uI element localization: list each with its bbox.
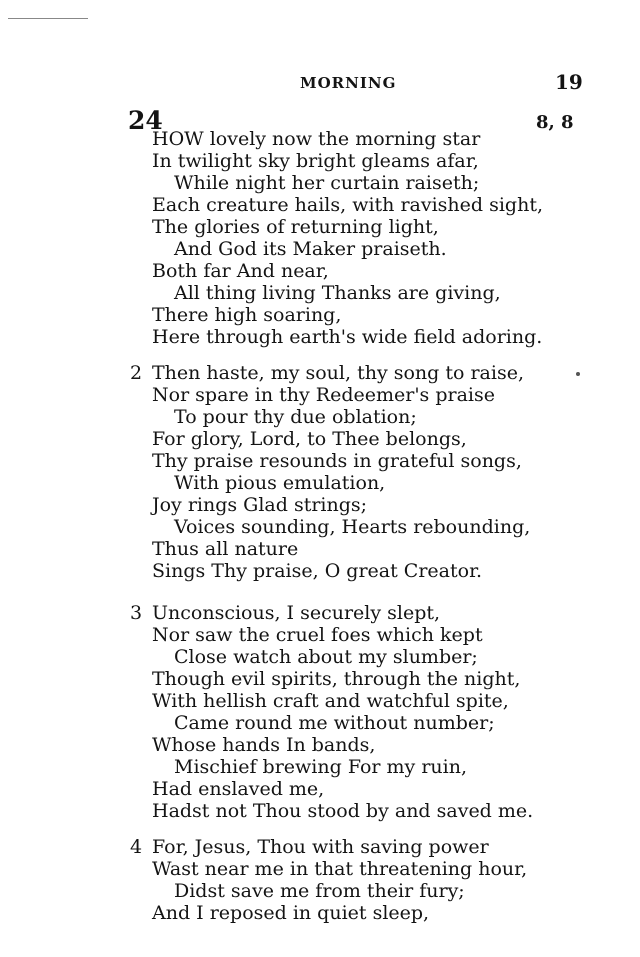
stanza-1-line-7: Both far And near, [152, 260, 329, 282]
stanza-1-line-2: In twilight sky bright gleams afar, [152, 150, 479, 172]
stanza-2-number: 2 [130, 362, 143, 384]
stanza-3-line-10: Hadst not Thou stood by and saved me. [152, 800, 534, 822]
running-header-title: MORNING [300, 74, 397, 92]
stanza-3-line-4: Though evil spirits, through the night, [152, 668, 521, 690]
stanza-4-line-1: For, Jesus, Thou with saving power [152, 836, 489, 858]
stanza-3-line-9: Had enslaved me, [152, 778, 325, 800]
stanza-4-number: 4 [130, 836, 143, 858]
stanza-2-line-10: Sings Thy praise, O great Creator. [152, 560, 483, 582]
stanza-3-line-6: Came round me without number; [174, 712, 495, 734]
stanza-4-line-4: And I reposed in quiet sleep, [152, 902, 430, 924]
stanza-1-line-5: The glories of returning light, [152, 216, 439, 238]
stanza-1-line-9: There high soaring, [152, 304, 342, 326]
stanza-1-line-6: And God its Maker praiseth. [174, 238, 447, 260]
stanza-1-line-4: Each creature hails, with ravished sight, [152, 194, 544, 216]
scan-speck [576, 372, 580, 376]
hymn-number: 24 [128, 106, 163, 135]
stanza-2-line-2: Nor spare in thy Redeemer's praise [152, 384, 495, 406]
hymn-meter: 8, 8 [536, 112, 574, 133]
stanza-4-line-2: Wast near me in that threatening hour, [152, 858, 528, 880]
stanza-2-line-3: To pour thy due oblation; [174, 406, 417, 428]
stanza-1-line-1: HOW lovely now the morning star [152, 128, 481, 150]
stanza-3-line-5: With hellish craft and watchful spite, [152, 690, 509, 712]
stanza-1-line-3: While night her curtain raiseth; [174, 172, 480, 194]
stanza-2-line-7: Joy rings Glad strings; [152, 494, 368, 516]
stanza-3-line-2: Nor saw the cruel foes which kept [152, 624, 483, 646]
stanza-2-line-5: Thy praise resounds in grateful songs, [152, 450, 522, 472]
stanza-3-line-7: Whose hands In bands, [152, 734, 376, 756]
stanza-4-line-3: Didst save me from their fury; [174, 880, 465, 902]
stanza-1-line-8: All thing living Thanks are giving, [174, 282, 501, 304]
stanza-2-line-6: With pious emulation, [174, 472, 386, 494]
stanza-3-line-1: Unconscious, I securely slept, [152, 602, 441, 624]
scan-smudge [8, 18, 88, 19]
stanza-2-line-9: Thus all nature [152, 538, 299, 560]
page-number: 19 [555, 70, 583, 94]
stanza-3-line-8: Mischief brewing For my ruin, [174, 756, 467, 778]
stanza-2-line-1: Then haste, my soul, thy song to raise, [152, 362, 524, 384]
stanza-2-line-8: Voices sounding, Hearts rebounding, [174, 516, 531, 538]
stanza-1-line-10: Here through earth's wide field adoring. [152, 326, 543, 348]
stanza-2-line-4: For glory, Lord, to Thee belongs, [152, 428, 467, 450]
stanza-3-line-3: Close watch about my slumber; [174, 646, 478, 668]
stanza-3-number: 3 [130, 602, 143, 624]
